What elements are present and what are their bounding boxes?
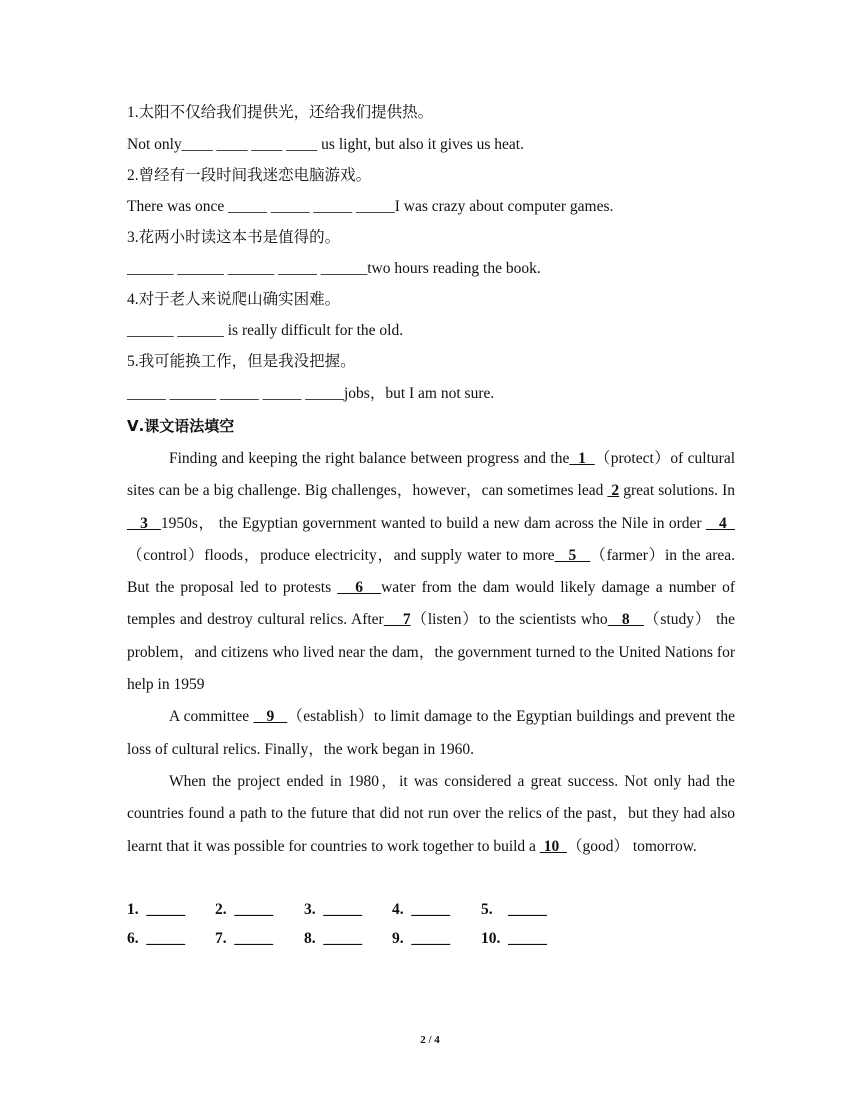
item-3-english: ______ ______ ______ _____ ______two hours reading the book.	[127, 260, 541, 277]
item-4-english: ______ ______ is really difficult for the old.	[127, 322, 404, 339]
answer-slot-5[interactable]: 5. _____	[481, 901, 547, 918]
answer-slot-2[interactable]: 2. _____	[215, 901, 274, 918]
item-3-chinese: 3.花两小时读这本书是值得的。	[127, 229, 341, 246]
blank-10[interactable]: 10	[539, 837, 567, 855]
answer-slot-6[interactable]: 6. _____	[127, 930, 186, 947]
blank-7[interactable]: 7	[383, 611, 411, 629]
answer-slot-10[interactable]: 10. _____	[481, 930, 547, 947]
blank-6[interactable]: 6	[337, 579, 382, 597]
answer-slot-1[interactable]: 1. _____	[127, 901, 186, 918]
item-5-english: _____ ______ _____ _____ _____jobs，but I am not sure.	[127, 385, 495, 402]
blank-4[interactable]: 4	[705, 514, 736, 532]
page-number: 2 / 4	[420, 1034, 440, 1046]
blank-9[interactable]: 9	[253, 708, 288, 726]
answer-slot-9[interactable]: 9. _____	[392, 930, 451, 947]
blank-5[interactable]: 5	[554, 546, 591, 564]
blank-3[interactable]: 3	[127, 514, 161, 532]
item-2-english: There was once _____ _____ _____ _____I was crazy about computer games.	[127, 198, 614, 215]
answer-slot-7[interactable]: 7. _____	[215, 930, 274, 947]
item-1-chinese: 1.太阳不仅给我们提供光，还给我们提供热。	[127, 104, 434, 121]
paragraph-3: When the project ended in 1980，it was considered a great success. Not only had the countries found a path to the future that did not run over the relics of the past，but they had also learnt that it was possible for countries to work together to build a 10 （good） tomorrow.	[127, 772, 735, 855]
item-4-chinese: 4.对于老人来说爬山确实困难。	[127, 291, 341, 308]
blank-2[interactable]: 2	[607, 482, 620, 500]
passage	[127, 443, 735, 863]
paragraph-2: A committee 9 （establish）to limit damage to the Egyptian buildings and prevent the loss of cultural relics. Finally，the work began in 1960.	[127, 708, 735, 758]
answer-slot-8[interactable]: 8. _____	[304, 930, 363, 947]
item-2-chinese: 2.曾经有一段时间我迷恋电脑游戏。	[127, 167, 372, 184]
answer-slot-3[interactable]: 3. _____	[304, 901, 363, 918]
item-5-chinese: 5.我可能换工作，但是我没把握。	[127, 353, 356, 370]
section-heading: Ⅴ.课文语法填空	[127, 417, 235, 435]
answer-slot-4[interactable]: 4. _____	[392, 901, 451, 918]
blank-1[interactable]: 1	[569, 450, 595, 467]
blank-8[interactable]: 8	[607, 611, 645, 629]
paragraph-1: Finding and keeping the right balance between progress and the 1 （protect）of cultural sites can be a big challenge. Big challenges，however，can sometimes lead 2 great solutions. In 3 1950s， the Egyptian government wanted to build a new dam across the Nile in order 4 （control）floods，produce electricity，and supply water to more 5 （farmer）in the area. But the proposal led to protests 6 water from the dam would likely damage a number of temples and destroy cultural relics. After 7（listen）to the scientists who 8 （study） the problem，and citizens who lived near the dam，the government turned to the United Nations for help in 1959	[127, 450, 736, 694]
item-1-english: Not only____ ____ ____ ____ us light, but also it gives us heat.	[127, 136, 524, 153]
